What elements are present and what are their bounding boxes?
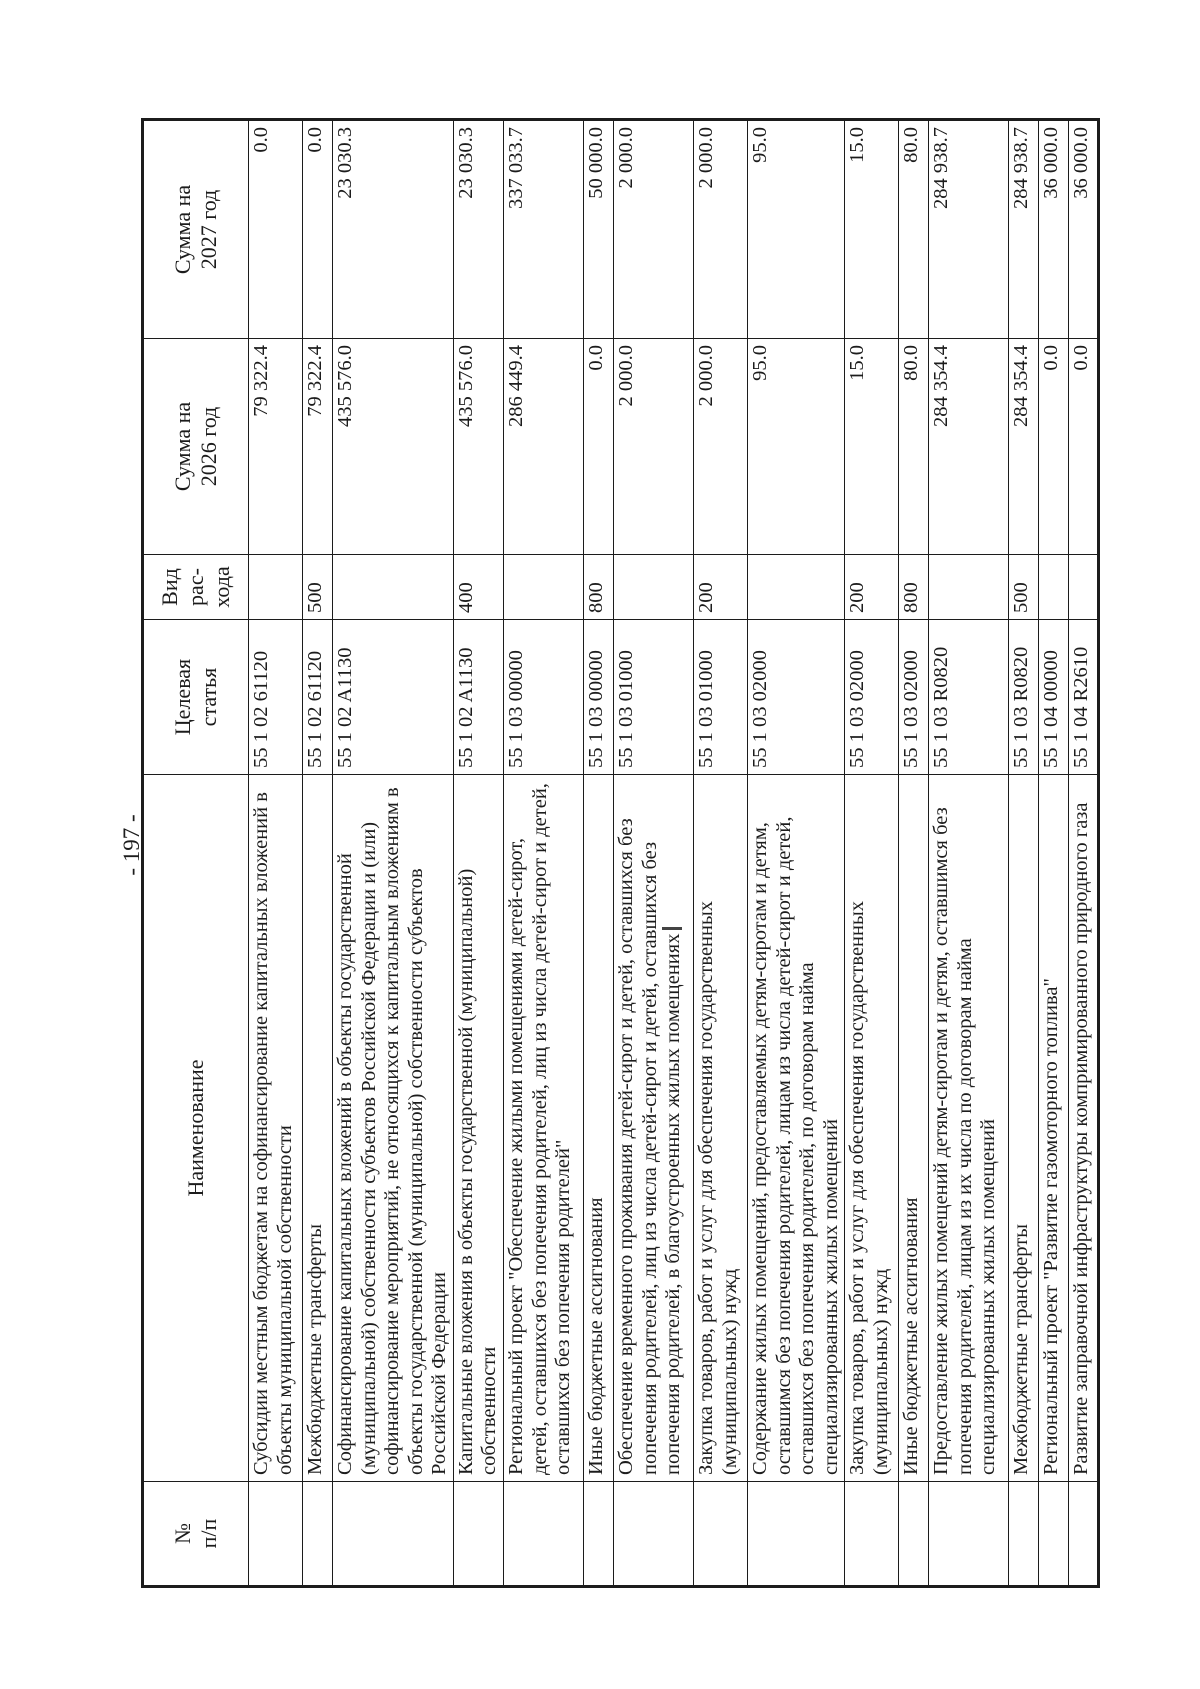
cell-num (249, 1482, 303, 1587)
table-row (929, 120, 1009, 1587)
table-row (747, 120, 844, 1587)
cell-sum-2026: 2 000.0 (693, 339, 747, 555)
cell-sum-2026: 79 322.4 (249, 339, 303, 555)
header-sum-2027: Сумма на 2027 год (143, 120, 249, 339)
table-header-row (143, 120, 249, 1587)
cell-name: Содержание жилых помещений, предоставляемых детям-сиротам и детям, оставшимся без попечения родителей, лицам из числа детей-сирот и детей, оставшихся без попечения родителей, по договорам найма специализированных жилых помещений (747, 775, 844, 1482)
cell-name: Развитие заправочной инфраструктуры компримированного природного газа (1069, 775, 1099, 1482)
table-row (1009, 120, 1039, 1587)
cell-sum-2027: 284 938.7 (929, 120, 1009, 339)
cell-sum-2027: 80.0 (899, 120, 929, 339)
cell-sum-2027: 2 000.0 (613, 120, 693, 339)
table-row (1039, 120, 1069, 1587)
cell-name: Предоставление жилых помещений детям-сиротам и детям, оставшимся без попечения родителей, лицам из их числа по договорам найма специализированных жилых помещений (929, 775, 1009, 1482)
cell-name: Региональный проект "Развитие газомоторного топлива" (1039, 775, 1069, 1482)
table-row (845, 120, 899, 1587)
cell-kind (333, 555, 454, 620)
cell-sum-2027: 2 000.0 (693, 120, 747, 339)
cell-target: 55 1 02 A1130 (333, 620, 454, 775)
cell-kind: 400 (453, 555, 503, 620)
cell-name: Софинансирование капитальных вложений в объекты государственной (муниципальной) собственности субъектов Российской Федерации и (или) софинансирование мероприятий, не относящихся к капитальным вложениям в объекты государственной (муниципальной) собственности субъектов Российской Федерации (333, 775, 454, 1482)
table-row (899, 120, 929, 1587)
cell-num (303, 1482, 333, 1587)
header-name: Наименование (143, 775, 249, 1482)
cell-sum-2026: 0.0 (1039, 339, 1069, 555)
cell-target: 55 1 04 R2610 (1069, 620, 1099, 775)
page-number: - 197 - (119, 814, 144, 876)
cell-target: 55 1 02 61120 (249, 620, 303, 775)
cell-kind (1069, 555, 1099, 620)
cell-sum-2026: 284 354.4 (1009, 339, 1039, 555)
cell-kind: 200 (845, 555, 899, 620)
cell-sum-2026: 80.0 (899, 339, 929, 555)
header-sum-2026: Сумма на 2026 год (143, 339, 249, 555)
cell-num (1009, 1482, 1039, 1587)
cell-name: Иные бюджетные ассигнования (583, 775, 613, 1482)
cell-kind: 500 (303, 555, 333, 620)
cell-name: Капитальные вложения в объекты государственной (муниципальной) собственности (453, 775, 503, 1482)
table-row (333, 120, 454, 1587)
cell-sum-2026: 435 576.0 (453, 339, 503, 555)
cell-sum-2026: 79 322.4 (303, 339, 333, 555)
rotated-page-content (141, 121, 1093, 1588)
cell-sum-2026: 15.0 (845, 339, 899, 555)
cell-sum-2027: 337 033.7 (503, 120, 583, 339)
cell-num (613, 1482, 693, 1587)
table-row (453, 120, 503, 1587)
cell-num (1039, 1482, 1069, 1587)
cell-sum-2027: 0.0 (249, 120, 303, 339)
table-row (249, 120, 303, 1587)
cell-sum-2026: 435 576.0 (333, 339, 454, 555)
cell-target: 55 1 03 R0820 (1009, 620, 1039, 775)
cell-num (333, 1482, 454, 1587)
header-kind: Вид рас- хода (143, 555, 249, 620)
cell-target: 55 1 03 02000 (747, 620, 844, 775)
cell-name: Иные бюджетные ассигнования (899, 775, 929, 1482)
cell-sum-2027: 0.0 (303, 120, 333, 339)
cell-num (747, 1482, 844, 1587)
cell-kind (503, 555, 583, 620)
cell-name-text: Обеспечение временного проживания детей-сирот и детей, оставшихся без попечения родителей, лиц из числа детей-сирот и детей, оставшихся без попечения родителей, в благоустроенных жилых помещениях (614, 818, 685, 1475)
cell-name: Закупка товаров, работ и услуг для обеспечения государственных (муниципальных) нужд (693, 775, 747, 1482)
cell-kind (1039, 555, 1069, 620)
table-row (503, 120, 583, 1587)
cell-name: Региональный проект "Обеспечение жилыми помещениями детей-сирот, детей, оставшихся без попечения родителей, лиц из числа детей-сирот и детей, оставшихся без попечения родителей" (503, 775, 583, 1482)
cell-target: 55 1 03 01000 (613, 620, 693, 775)
cell-sum-2027: 36 000.0 (1039, 120, 1069, 339)
cell-target: 55 1 03 01000 (693, 620, 747, 775)
cell-target: 55 1 04 00000 (1039, 620, 1069, 775)
cell-sum-2026: 284 354.4 (929, 339, 1009, 555)
cell-num (583, 1482, 613, 1587)
cell-target: 55 1 02 A1130 (453, 620, 503, 775)
cell-kind: 800 (583, 555, 613, 620)
cell-sum-2027: 23 030.3 (453, 120, 503, 339)
cell-num (845, 1482, 899, 1587)
cell-kind: 800 (899, 555, 929, 620)
cell-sum-2026: 2 000.0 (613, 339, 693, 555)
cell-kind (613, 555, 693, 620)
cell-sum-2027: 95.0 (747, 120, 844, 339)
cell-sum-2026: 0.0 (583, 339, 613, 555)
cell-sum-2027: 36 000.0 (1069, 120, 1099, 339)
table-row (583, 120, 613, 1587)
cell-num (453, 1482, 503, 1587)
cell-num (929, 1482, 1009, 1587)
cell-target: 55 1 03 02000 (899, 620, 929, 775)
margin-mark (662, 927, 682, 930)
cell-kind: 200 (693, 555, 747, 620)
table-row (613, 120, 693, 1587)
table-row (303, 120, 333, 1587)
cell-sum-2027: 23 030.3 (333, 120, 454, 339)
cell-kind: 500 (1009, 555, 1039, 620)
table-row (1069, 120, 1099, 1587)
cell-num (503, 1482, 583, 1587)
table-row (693, 120, 747, 1587)
cell-name: Межбюджетные трансферты (1009, 775, 1039, 1482)
cell-name: Межбюджетные трансферты (303, 775, 333, 1482)
cell-kind (747, 555, 844, 620)
cell-target: 55 1 03 00000 (583, 620, 613, 775)
budget-table (141, 118, 1100, 1588)
cell-name: Субсидии местным бюджетам на софинансирование капитальных вложений в объекты муниципальной собственности (249, 775, 303, 1482)
cell-target: 55 1 03 00000 (503, 620, 583, 775)
cell-num (693, 1482, 747, 1587)
header-num: № п/п (143, 1482, 249, 1587)
cell-target: 55 1 03 R0820 (929, 620, 1009, 775)
cell-num (899, 1482, 929, 1587)
cell-name (613, 775, 693, 1482)
cell-sum-2027: 15.0 (845, 120, 899, 339)
cell-target: 55 1 03 02000 (845, 620, 899, 775)
cell-kind (249, 555, 303, 620)
cell-sum-2026: 0.0 (1069, 339, 1099, 555)
cell-kind (929, 555, 1009, 620)
header-target: Целевая статья (143, 620, 249, 775)
cell-name: Закупка товаров, работ и услуг для обеспечения государственных (муниципальных) нужд (845, 775, 899, 1482)
cell-sum-2026: 286 449.4 (503, 339, 583, 555)
cell-num (1069, 1482, 1099, 1587)
cell-target: 55 1 02 61120 (303, 620, 333, 775)
cell-sum-2026: 95.0 (747, 339, 844, 555)
cell-sum-2027: 284 938.7 (1009, 120, 1039, 339)
cell-sum-2027: 50 000.0 (583, 120, 613, 339)
